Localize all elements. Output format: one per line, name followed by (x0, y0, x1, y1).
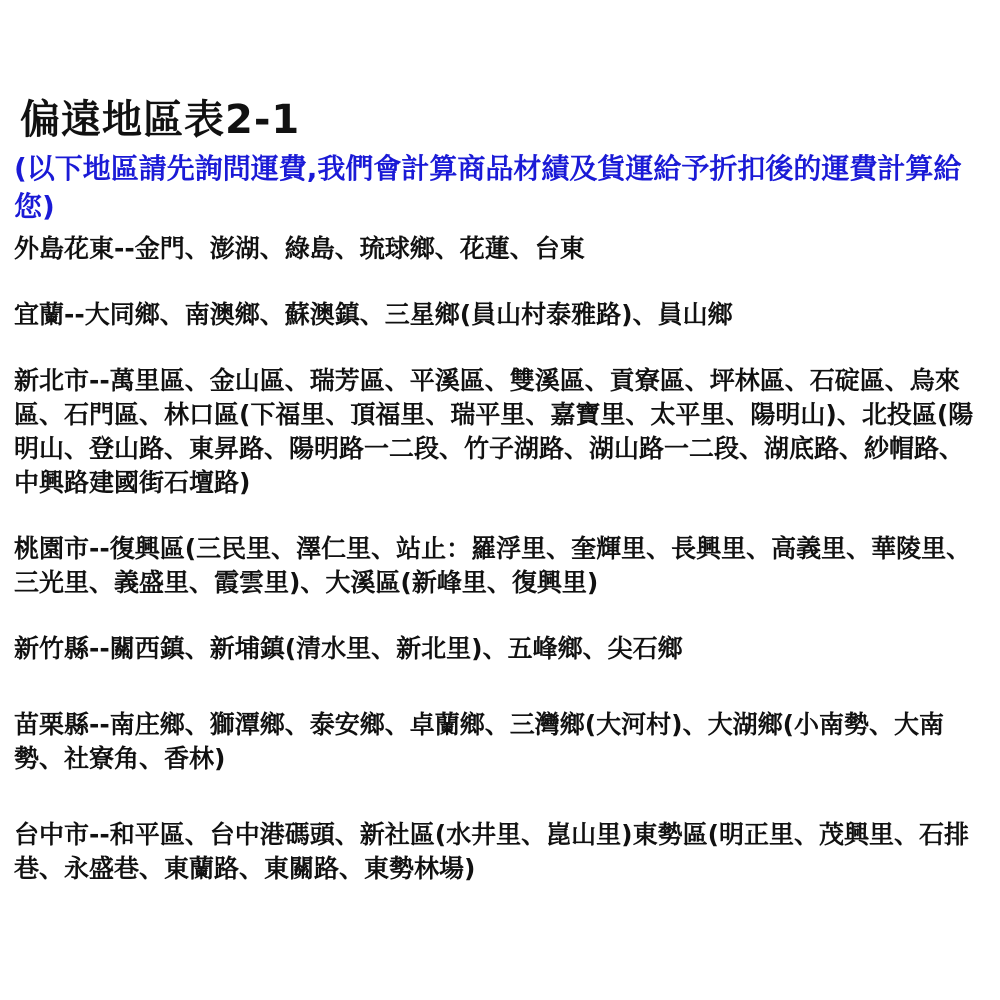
region-entry-outer-islands: 外島花東--金門、澎湖、綠島、琉球鄉、花蓮、台東 (14, 234, 585, 263)
region-entry-hsinchu: 新竹縣--關西鎮、新埔鎮(清水里、新北里)、五峰鄉、尖石鄉 (14, 634, 683, 663)
document (14, 92, 974, 886)
region-entry-taichung: 台中市--和平區、台中港碼頭、新社區(水井里、崑山里)東勢區(明正里、茂興里、石排巷、永盛巷、東蘭路、東關路、東勢林場) (14, 820, 970, 883)
region-entry-new-taipei: 新北市--萬里區、金山區、瑞芳區、平溪區、雙溪區、貢寮區、坪林區、石碇區、烏來區、石門區、林口區(下福里、頂福里、瑞平里、嘉寶里、太平里、陽明山)、北投區(陽明山、登山路、東昇路、陽明路一二段、竹子湖路、湖山路一二段、湖底路、紗帽路、中興路建國街石壇路) (14, 366, 974, 497)
region-entry-yilan: 宜蘭--大同鄉、南澳鄉、蘇澳鎮、三星鄉(員山村泰雅路)、員山鄉 (14, 300, 733, 329)
region-list (14, 232, 974, 886)
page-title: 偏遠地區表2-1 (20, 97, 301, 143)
shipping-note: (以下地區請先詢問運費,我們會計算商品材績及貨運給予折扣後的運費計算給您) (14, 152, 962, 223)
region-entry-miaoli: 苗栗縣--南庄鄉、獅潭鄉、泰安鄉、卓蘭鄉、三灣鄉(大河村)、大湖鄉(小南勢、大南勢、社寮角、香林) (14, 710, 945, 773)
region-entry-taoyuan: 桃園市--復興區(三民里、澤仁里、站止：羅浮里、奎輝里、長興里、高義里、華陵里、三光里、義盛里、霞雲里)、大溪區(新峰里、復興里) (14, 534, 972, 597)
